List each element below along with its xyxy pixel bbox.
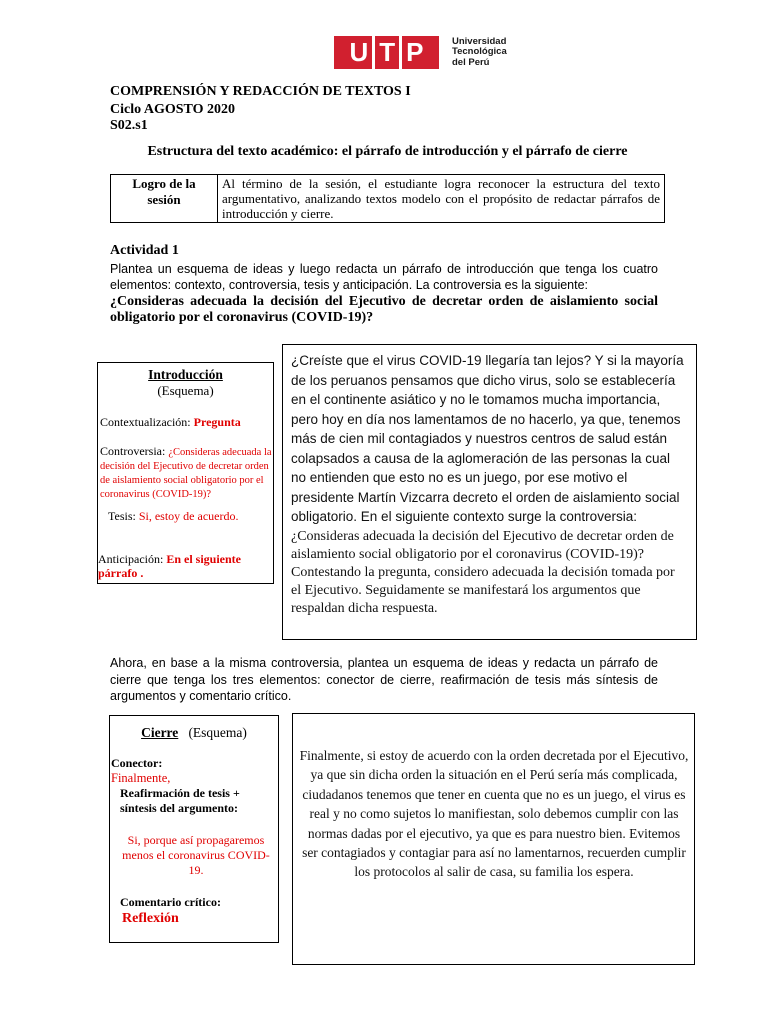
- context-label: Contextualización:: [100, 415, 191, 429]
- connector-value: Finalmente,: [111, 771, 171, 785]
- comment-value: Reflexión: [122, 911, 179, 926]
- course-title: COMPRENSIÓN Y REDACCIÓN DE TEXTOS I: [110, 84, 411, 99]
- intro-paragraph-part2: ¿Consideras adecuada la decisión del Ejecutivo de decretar orden de aislamiento social obligatorio por el coronavirus (COVID-19)? Contestando la pregunta, considero adecuada la decisión tomada por el Ejecutivo. Seguidamente se manifestará los argumentos que respaldan dicha respuesta.: [291, 528, 675, 616]
- utp-logo-mark: [334, 36, 439, 69]
- logo-letter-t: T: [379, 37, 396, 67]
- context-value: Pregunta: [193, 415, 241, 429]
- page-subtitle: Estructura del texto académico: el párrafo de introducción y el párrafo de cierre: [147, 144, 628, 159]
- thesis-label: Tesis:: [108, 509, 136, 523]
- closing-scheme-heading: [110, 725, 278, 741]
- reaffirm-label: Reafirmación de tesis + síntesis del argumento:: [120, 786, 240, 815]
- cycle-label: Ciclo AGOSTO 2020: [110, 102, 235, 117]
- intro-paragraph-box: [282, 344, 697, 640]
- session-label: S02.s1: [110, 118, 148, 133]
- intro-paragraph-part1: ¿Creíste que el virus COVID-19 llegaría tan lejos? Y si la mayoría de los peruanos pensamos que dicho virus, solo se establecería en el continente asiático y no le tomamos mucha importancia, pero hoy en día nos lamentamos de no hacerlo, ya que, tenemos más de cien mil contagiados y nuestros centros de salud están colapsados a causa de la aglomeración de las personas la cual no entienden que esto no es un juego, por ese motivo el presidente Martín Vizcarra decreto el orden de aislamiento social obligatorio. En el siguiente contexto surge la controversia:: [291, 353, 684, 524]
- anticipation-value: En el siguiente párrafo .: [98, 552, 241, 580]
- closing-paragraph: Finalmente, si estoy de acuerdo con la orden decretada por el Ejecutivo, ya que sin dicha orden la situación en el Perú sería más complicada, ciudadanos tenemos que tener en cuenta que no es un juego, el virus es real y no como sujetos lo manifiestan, solo debemos cumplir con las normas dadas por el ejecutivo, ya que es para nuestro bien. Evitemos ser contagiados y contagiar para así no lamentarnos, recuerden cumplir los protocolos al salir de casa, su familia los espera.: [299, 748, 689, 880]
- logro-table: [110, 174, 665, 223]
- reaffirm-value: Si, porque así propagaremos menos el coronavirus COVID-19.: [122, 833, 270, 877]
- logo-letter-p: P: [406, 37, 424, 67]
- activity-title: Actividad 1: [110, 243, 179, 258]
- anticipation-label: Anticipación:: [98, 552, 164, 566]
- logro-label: Logro de la sesión: [111, 175, 218, 223]
- logro-text: Al término de la sesión, el estudiante logra reconocer la estructura del texto argumentativo, analizando textos modelo con el propósito de redactar párrafos de introducción y cierre.: [218, 175, 665, 223]
- connector-label: Conector:: [111, 756, 163, 770]
- controversy-value: ¿Consideras adecuada la decisión del Ejecutivo de decretar orden de aislamiento social obligatorio por el coronavirus (COVID-19)?: [100, 447, 272, 500]
- context-row: [100, 415, 272, 430]
- controversy-label: Controversia:: [100, 444, 166, 458]
- university-name: Universidad Tecnológica del Perú: [452, 35, 507, 68]
- controversy-question: ¿Consideras adecuada la decisión del Ejecutivo de decretar orden de aislamiento social obligatorio por el coronavirus (COVID-19)?: [110, 294, 658, 325]
- closing-scheme-title: Cierre: [141, 725, 179, 740]
- utp-logo: [334, 36, 507, 69]
- closing-scheme-subtitle: (Esquema): [188, 725, 247, 740]
- intro-scheme-box: [97, 362, 274, 584]
- anticipation-row: [98, 552, 270, 580]
- thesis-value: Si, estoy de acuerdo.: [138, 509, 239, 523]
- thesis-row: [108, 509, 272, 524]
- intro-scheme-subtitle: (Esquema): [157, 383, 214, 398]
- closing-scheme-box: [109, 715, 279, 943]
- closing-instruction: Ahora, en base a la misma controversia, plantea un esquema de ideas y redacta un párrafo de cierre que tenga los tres elementos: conector de cierre, reafirmación de tesis más síntesis de argumentos y comentario crítico.: [110, 656, 658, 703]
- comment-label: Comentario crítico:: [120, 895, 221, 909]
- intro-scheme-title: Introducción: [148, 367, 223, 382]
- closing-paragraph-box: [292, 713, 695, 965]
- activity-instruction: Plantea un esquema de ideas y luego redacta un párrafo de introducción que tenga los cuatro elementos: contexto, controversia, tesis y anticipación. La controversia es la siguiente:: [110, 262, 658, 292]
- controversy-row: [100, 445, 272, 501]
- logo-letter-u: U: [349, 37, 369, 67]
